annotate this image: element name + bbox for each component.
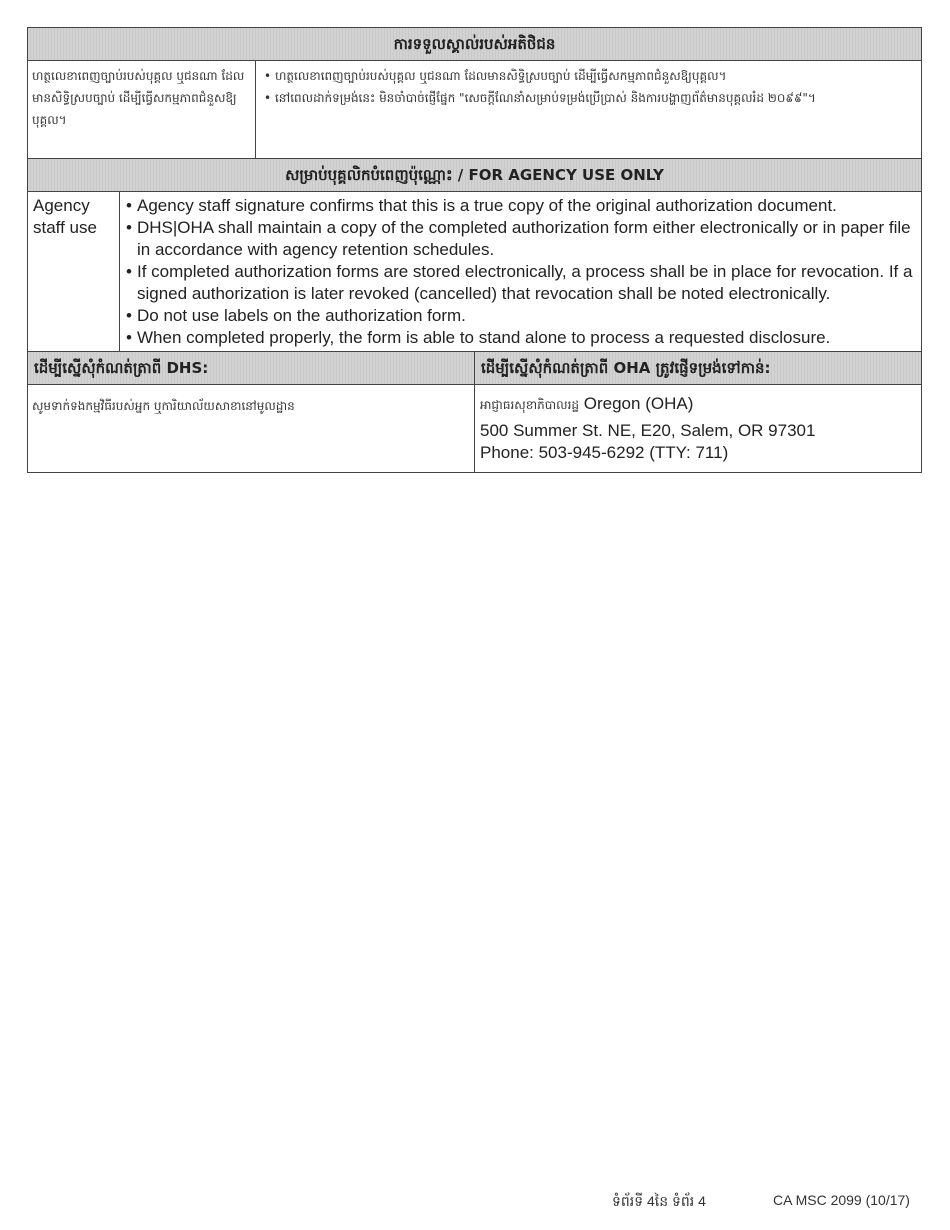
oha-name-khmer: អាជ្ញាធរសុខាភិបាលរដ្ឋ <box>480 398 580 412</box>
agency-use-table <box>27 158 922 353</box>
oha-address: 500 Summer St. NE, E20, Salem, OR 97301 <box>480 421 816 440</box>
form-id: CA MSC 2099 (10/17) <box>773 1192 910 1208</box>
agency-note-bullet: • Do not use labels on the authorization form. <box>122 305 917 327</box>
client-acknowledgement-label: ហត្ថលេខាពេញច្បាប់របស់បុគ្គល ឬជនណា ដែលមានសិទ្ធិស្របច្បាប់ ដើម្បីធ្វើសកម្មភាពជំនួសឱ្យបុគ្គល។ <box>32 69 245 127</box>
agency-note-bullet: • If completed authorization forms are stored electronically, a process shall be in place for revocation. If a signed authorization is later revoked (cancelled) that revocation shall be noted electronically. <box>122 261 917 305</box>
client-acknowledgement-table <box>27 27 922 159</box>
agency-staff-label-cell <box>28 191 120 352</box>
agency-use-header: សម្រាប់បុគ្គលិកបំពេញប៉ុណ្ណោះ / FOR AGENCY USE ONLY <box>28 158 922 191</box>
agency-staff-label: Agency staff use <box>33 195 97 237</box>
client-acknowledgement-bullet: • នៅពេលដាក់ទម្រង់នេះ មិនចាំបាច់ផ្ញើផ្នែក "សេចក្តីណែនាំសម្រាប់ទម្រង់ប្រើប្រាស់ និងការបង្ហាញព័ត៌មានបុគ្គលរំដ ២០៩៩"។ <box>260 87 917 109</box>
client-acknowledgement-header: ការទទួលស្គាល់របស់អតិថិជន <box>28 28 922 61</box>
client-acknowledgement-label-cell <box>28 61 256 159</box>
agency-note-bullet: • Agency staff signature confirms that this is a true copy of the original authorization document. <box>122 195 917 217</box>
dhs-request-cell <box>28 385 475 473</box>
page-number: ទំព័រទី 4នៃ ទំព័រ 4 <box>612 1193 706 1209</box>
oha-request-cell <box>475 385 922 473</box>
records-request-table <box>27 351 922 473</box>
client-acknowledgement-notes-cell <box>256 61 922 159</box>
dhs-request-header: ដើម្បីស្នើសុំកំណត់ត្រាពី DHS: <box>28 352 475 385</box>
oha-name-line <box>480 393 916 416</box>
agency-note-bullet: • DHS|OHA shall maintain a copy of the completed authorization form either electronically or in paper file in accordance with agency retention schedules. <box>122 217 917 261</box>
client-acknowledgement-bullet: • ហត្ថលេខាពេញច្បាប់របស់បុគ្គល ឬជនណា ដែលមានសិទ្ធិស្របច្បាប់ ដើម្បីធ្វើសកម្មភាពជំនួសឱ្យបុគ្គល។ <box>260 65 917 87</box>
oha-phone: Phone: 503-945-6292 (TTY: 711) <box>480 443 729 462</box>
agency-staff-notes-cell <box>120 191 922 352</box>
oha-request-header: ដើម្បីស្នើសុំកំណត់ត្រាពី OHA ត្រូវផ្ញើទម្រង់ទៅកាន់: <box>475 352 922 385</box>
oha-name-english: Oregon (OHA) <box>583 394 694 413</box>
form-sheet <box>27 27 922 473</box>
dhs-contact-text: សូមទាក់ទងកម្មវិធីរបស់អ្នក ឬការិយាល័យសាខានៅមូលដ្ឋាន <box>32 399 295 413</box>
agency-note-bullet: • When completed properly, the form is able to stand alone to process a requested disclosure. <box>122 327 917 349</box>
